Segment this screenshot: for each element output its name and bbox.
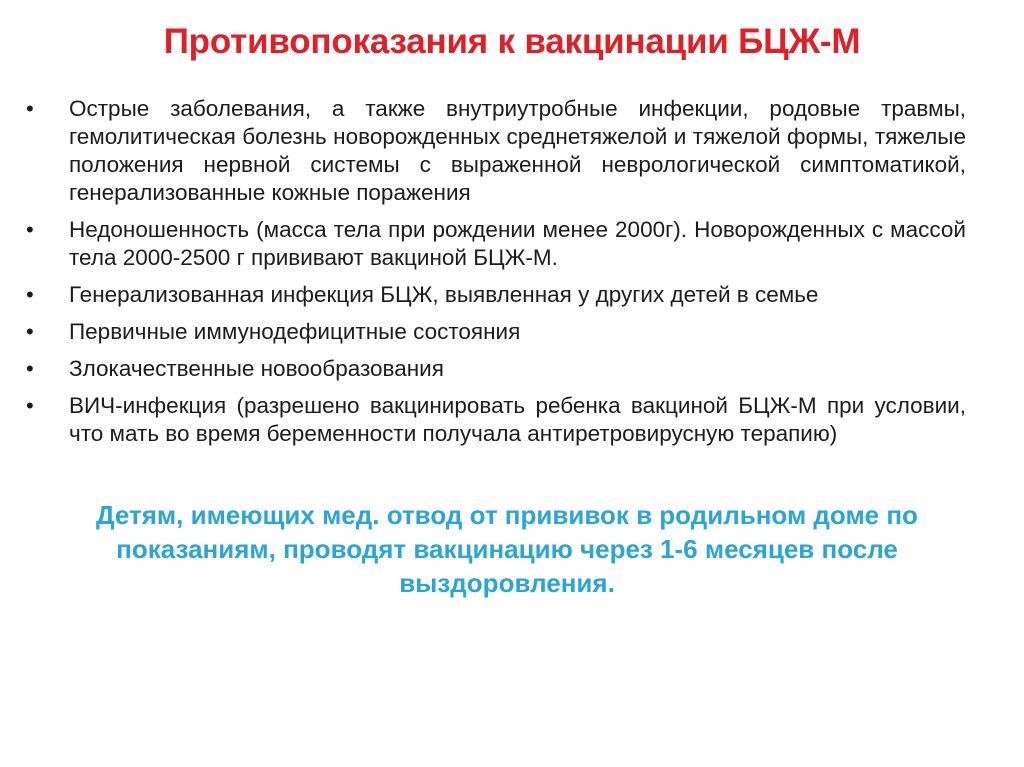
- list-item-text: Генерализованная инфекция БЦЖ, выявленная у других детей в семье: [69, 282, 819, 307]
- vaccination-note: Детям, имеющих мед. отвод от прививок в родильном доме по показаниям, проводят вакцинацию через 1-6 месяцев после выздоровления.: [96, 500, 918, 598]
- list-item: [26, 392, 966, 448]
- list-item: [26, 355, 966, 383]
- bullet-icon: •: [26, 319, 34, 344]
- list-item-text: Злокачественные новообразования: [69, 356, 444, 381]
- list-item-text: Первичные иммунодефицитные состояния: [69, 319, 521, 344]
- bullet-icon: •: [26, 96, 34, 121]
- list-item-text: ВИЧ-инфекция (разрешено вакцинировать ребенка вакциной БЦЖ-М при условии, что мать во время беременности получала антиретровирусную терапию): [69, 393, 966, 446]
- list-item-text: Недоношенность (масса тела при рождении менее 2000г). Новорожденных с массой тела 2000-2500 г прививают вакциной БЦЖ-М.: [69, 217, 966, 270]
- slide-title: Противопоказания к вакцинации БЦЖ-М: [163, 22, 861, 61]
- bullet-icon: •: [26, 356, 34, 381]
- contraindications-list: [26, 95, 966, 457]
- bullet-icon: •: [26, 282, 34, 307]
- list-item: [26, 318, 966, 346]
- list-item: [26, 216, 966, 272]
- list-item: [26, 281, 966, 309]
- list-item-text: Острые заболевания, а также внутриутробные инфекции, родовые травмы, гемолитическая болезнь новорожденных среднетяжелой и тяжелой формы, тяжелые положения нервной системы с выраженной неврологической симптоматикой, генерализованные кожные поражения: [69, 96, 966, 205]
- bullet-icon: •: [26, 217, 34, 242]
- list-item: [26, 95, 966, 207]
- bullet-icon: •: [26, 393, 34, 418]
